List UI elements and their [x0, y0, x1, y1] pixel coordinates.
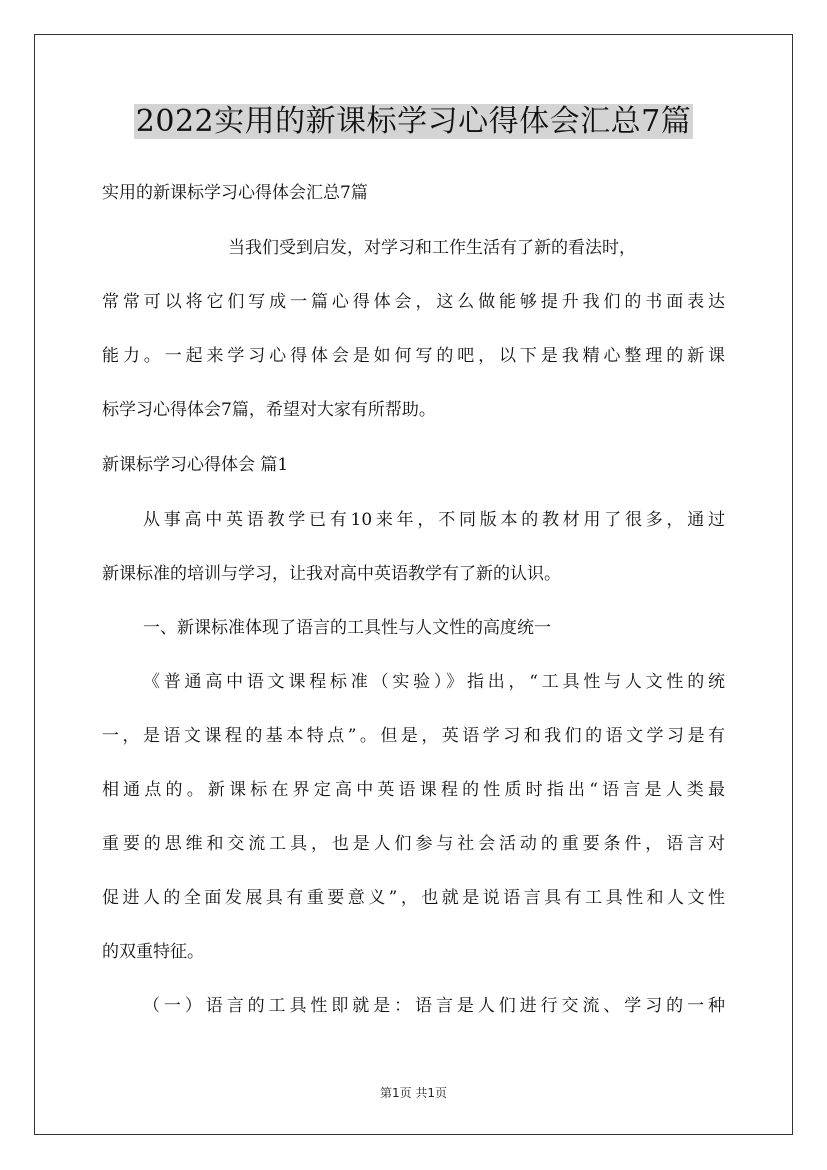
para2-line-5: 促进人的全面发展具有重要意义”，也就是说语言具有工具性和人文性 — [102, 888, 725, 908]
para2-line-1: 《普通高中语文课程标准（实验）》指出，“工具性与人文性的统 — [143, 672, 725, 692]
intro-line-4: 标学习心得体会7篇，希望对大家有所帮助。 — [102, 400, 436, 420]
para2-line-4: 重要的思维和交流工具，也是人们参与社会活动的重要条件，语言对 — [102, 834, 725, 854]
document-title-text: 2022实用的新课标学习心得体会汇总7篇 — [135, 104, 692, 139]
intro-line-1: 当我们受到启发，对学习和工作生活有了新的看法时， — [228, 238, 636, 258]
section-heading: 新课标学习心得体会 篇1 — [102, 455, 289, 475]
document-title — [0, 100, 827, 144]
point-heading: 一、新课标准体现了语言的工具性与人文性的高度统一 — [143, 618, 551, 638]
para3-line-1: （一）语言的工具性即就是：语言是人们进行交流、学习的一种 — [143, 996, 725, 1016]
page-footer: 第1页 共1页 — [379, 1086, 448, 1100]
para1-line-1: 从事高中英语教学已有10来年，不同版本的教材用了很多，通过 — [143, 510, 725, 530]
intro-line-3: 能力。一起来学习心得体会是如何写的吧，以下是我精心整理的新课 — [102, 346, 725, 366]
intro-line-2: 常常可以将它们写成一篇心得体会，这么做能够提升我们的书面表达 — [102, 292, 725, 312]
para1-line-2: 新课标准的培训与学习，让我对高中英语教学有了新的认识。 — [102, 564, 561, 584]
subtitle: 实用的新课标学习心得体会汇总7篇 — [102, 183, 368, 203]
para2-line-3: 相通点的。新课标在界定高中英语课程的性质时指出“语言是人类最 — [102, 780, 725, 800]
para2-line-2: 一，是语文课程的基本特点”。但是，英语学习和我们的语文学习是有 — [102, 726, 725, 746]
para2-line-6: 的双重特征。 — [102, 942, 204, 962]
